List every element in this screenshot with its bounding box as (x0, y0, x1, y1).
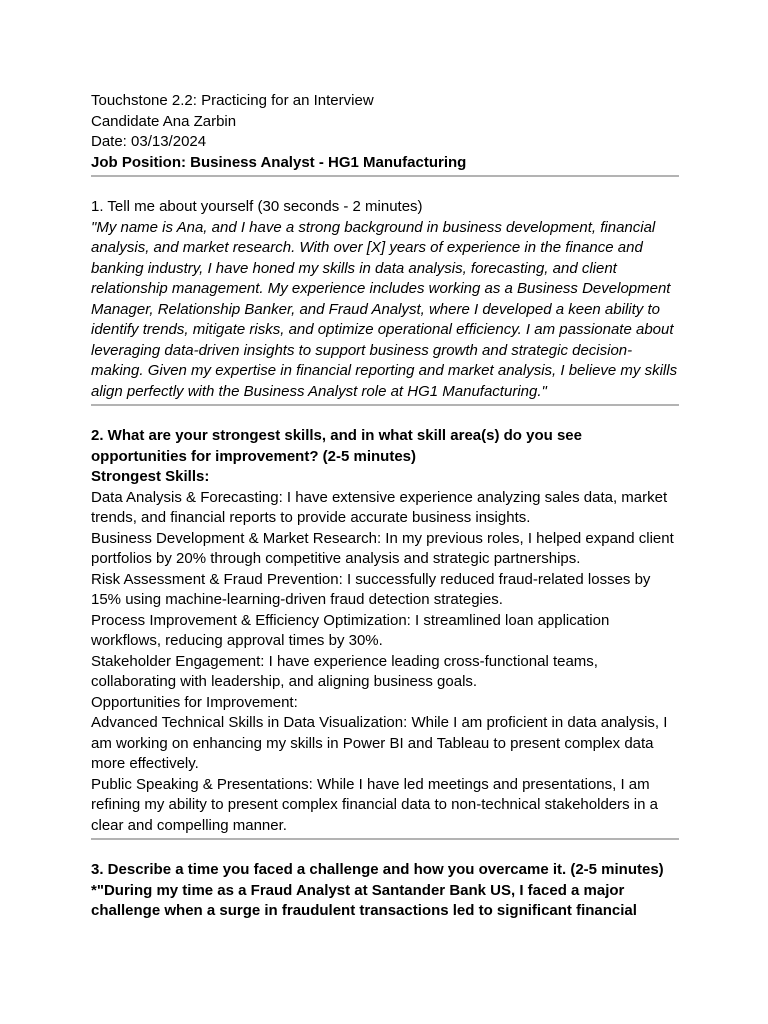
question-1: 1. Tell me about yourself (30 seconds - 2 minutes) (91, 198, 423, 215)
question-3: 3. Describe a time you faced a challenge and how you overcame it. (2-5 minutes) (91, 861, 664, 878)
strongest-skill-item: Data Analysis & Forecasting: I have extensive experience analyzing sales data, market trends, and financial reports to provide accurate business insights. (91, 488, 668, 526)
document-title: Touchstone 2.2: Practicing for an Interview (91, 92, 374, 109)
answer-1: "My name is Ana, and I have a strong background in business development, financial analysis, and market research. With over [X] years of experience in the finance and banking industry, I have honed my skills in data analysis, forecasting, and client relationship management. My experience includes working as a Business Development Manager, Relationship Banker, and Fraud Analyst, where I developed a keen ability to identify trends, mitigate risks, and optimize operational efficiency. I am passionate about leveraging data-driven insights to support business growth and strategic decision-making. Given my expertise in financial reporting and market analysis, I believe my skills align perfectly with the Business Analyst role at HG1 Manufacturing." (91, 218, 678, 400)
improvement-item: Advanced Technical Skills in Data Visualization: While I am proficient in data analysis, I am working on enhancing my skills in Power BI and Tableau to present complex data more effectively. (91, 714, 668, 772)
strongest-skill-item: Stakeholder Engagement: I have experience leading cross-functional teams, collaborating with leadership, and aligning business goals. (91, 652, 598, 690)
answer-3: *"During my time as a Fraud Analyst at Santander Bank US, I faced a major challenge when a surge in fraudulent transactions led to significant financial (91, 881, 637, 919)
improvement-item: Public Speaking & Presentations: While I have led meetings and presentations, I am refining my ability to present complex financial data to non-technical stakeholders in a clear and compelling manner. (91, 775, 658, 834)
spacer (91, 177, 681, 197)
strongest-skill-item: Risk Assessment & Fraud Prevention: I successfully reduced fraud-related losses by 15% using machine-learning-driven fraud detection strategies. (91, 570, 651, 608)
job-position: Job Position: Business Analyst - HG1 Manufacturing (91, 153, 467, 171)
candidate-name: Candidate Ana Zarbin (91, 112, 237, 130)
improvement-heading: Opportunities for Improvement: (91, 693, 298, 711)
document-body (91, 91, 681, 922)
strongest-skills-heading: Strongest Skills: (91, 468, 210, 485)
question-2: 2. What are your strongest skills, and in what skill area(s) do you see opportunities for improvement? (2-5 minutes) (91, 427, 582, 465)
interview-date: Date: 03/13/2024 (91, 133, 207, 150)
spacer (91, 406, 681, 426)
strongest-skill-item: Process Improvement & Efficiency Optimization: I streamlined loan application workflows, reducing approval times by 30%. (91, 611, 610, 649)
spacer (91, 840, 681, 860)
strongest-skill-item: Business Development & Market Research: In my previous roles, I helped expand client portfolios by 20% through competitive analysis and strategic partnerships. (91, 529, 674, 567)
